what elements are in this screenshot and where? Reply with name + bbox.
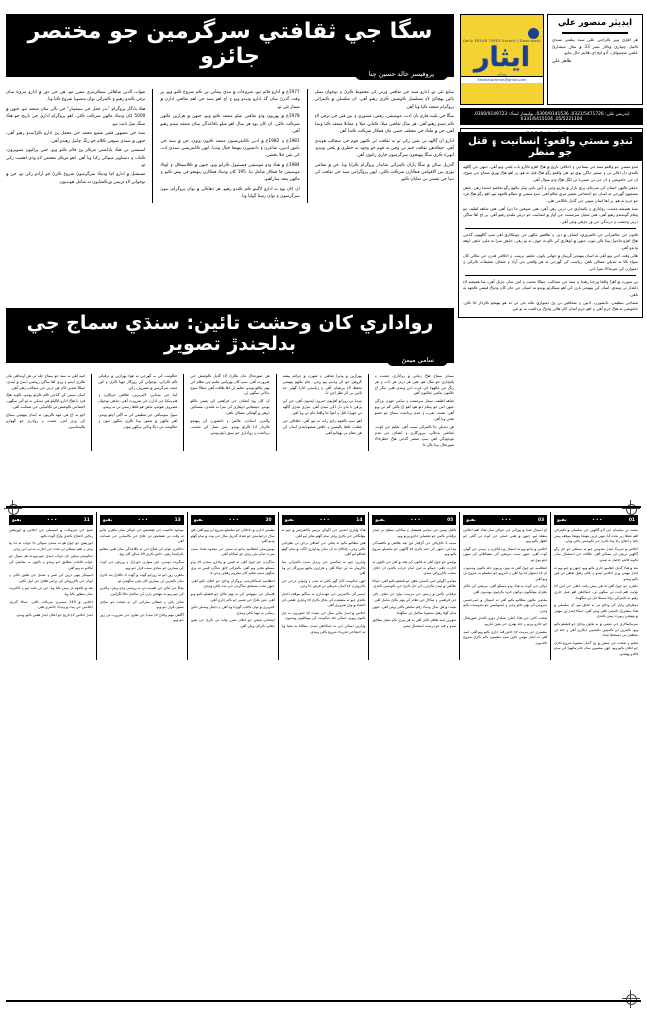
logo-top-line: Daily EESAR TIMES Karachi (Dawnload): [463, 38, 541, 43]
article-two: [6, 308, 454, 451]
paragraph: سنڌ جي مشهور فقير شفيع محمد جي محفل پڻ ادارو ڪرائيندو رهيو آهي، جنهن ۾ سنڌي صوفي ڪلام جو رنگ ڇانيل رهندو آهي.: [6, 131, 146, 144]
paragraph: شايع ٿئي ٿو. ادارو سنڌ جي ثقافتي ورثي کي محفوظ ڪرڻ ۽ نوجوان نسل تائين پهچائڻ لاءِ مسلسل ڪوشش ڪري رهيو آهي. ان سلسلي ۾ ڪيترائي پروگرام منعقد ڪيا ويا آهن.: [314, 90, 454, 110]
section-divider: [6, 506, 641, 508]
paragraph: چيمبر آف ڪامرس جي عهديدارن به ساڳيو موقف اختيار ڪندي چيو ته معيشت کي بحال ڪرڻ لاءِ واپاري طبقي کي اعتماد ۾ وٺڻ ضروري آهي.: [281, 591, 366, 608]
paragraph: شاگردن جو چوڻ آهي ته فيس ۾ واڌارو سندن لاءِ وڏو مسئلو بڻجي ويو آهي. ڪيترائي لائق شاگرد فيس نه ڀري سگهڻ سبب تعليم کان محروم رهجي وڃن ٿا.: [190, 560, 275, 576]
article-column: [98, 374, 177, 452]
registration-mark-bottom-right: [622, 990, 640, 1008]
paragraph: صبح جي شروعات ۾ اسيمبلي جي اجلاس ۾ اپوزيشن رڪنن احتجاج ڪندي واڪ آئوٽ ڪيو.: [8, 528, 93, 538]
paragraph: هڪ يادگار پروگرام ”بدر جمل جي سيمينار“ جي نالي سان منعقد ٿيو، جنهن ۾ 5000 کان وڌيڪ ماڻهن شرڪت ڪئي. اهو پروگرام اداري جي تاريخ جو هڪ سنگ ميل ثابت ٿيو.: [6, 107, 146, 127]
editorial-body: [459, 161, 642, 313]
paragraph: دوطرفي واپار کي وڌائڻ تي به اتفاق ٿيو. ان سلسلي ۾ هڪ مشترڪ ڪميٽي ٺاهي ويئي آهي، جيڪا ايندڙ ٽن مهينن ۾ پنهنجي رپورٽ پيش ڪندي.: [554, 603, 638, 619]
paragraph: ادارو ان ڳالهه تي يقين رکي ٿو ته ثقافت ئي ڪنهن قوم جي سڃاڻپ هوندي آهي. جيڪڏهن ثقافت ختم ٿي وڃي ته قوم جو وجود به خطري ۾ پئجي ويندو. انهيءَ ڪري سگا پنهنجون سرگرميون جاري رکيون آهن.: [314, 138, 454, 158]
paragraph: ان کان پوءِ به ادارو لاڳيتو ڪم ڪندو رهيو. هر ڏهاڪي ۾ نوان پروگرام، نيون سرگرميون ۽ نوان رستا ڳوليا ويا.: [160, 186, 300, 200]
paragraph: دوائن جي کوٽ به هڪ وڏو مسئلو آهي. مريضن کي اڪثر ٻاهران مهانگيون دوائون خريد ڪرڻيون پونديون آهن.: [463, 584, 548, 594]
jump-label: بقيو: [557, 517, 567, 523]
paragraph: انتظاميه جو چوڻ آهي ته نيون ڀرتيون جلد ڪيون وينديون. ان لاءِ اشتهار ڏنا ويا آهن ۽ انٽرويو جو سلسلو به شروع ٿي ويو آهي.: [463, 565, 548, 581]
bottom-column: [550, 512, 641, 660]
jump-label: بقيو: [102, 517, 113, 523]
paragraph: تعليم ۽ صحت جي شعبن ۾ پڻ گڏيل منصوبا شروع ڪرڻ جو اعلان ڪيو ويو. انهن منصوبن سان عام ماڻهوءَ کي سڌو فائدو پهچندو.: [554, 640, 638, 656]
article-column: [190, 374, 269, 452]
paragraph: حڪومتي بينچن تان جواب ڏيندي چيو ويو ته هر سوال جو جواب قاعدن مطابق ڏنو ويندو ۽ ڪنهن به معاملي کي لڪايو نه ويو آهي.: [8, 554, 93, 570]
paragraph: اسپيڪر ٻنهي ڌرين کي صبر ۽ تحمل جي تلقين ڪئي ۽ ايوان جي ڪارروائي کي پرامن هلائڻ جي اپيل ڪئي.: [8, 573, 93, 583]
logo-seal-icon: [528, 28, 539, 39]
paragraph: 1984ع ۾ هڪ وڏو موسيقي فيسٽيول ڪرايو ويو، جنهن ۾ ڪلاسيڪل ۽ لوڪ موسيقي جا فنڪار شامل ٿيا. 195 کان وڌيڪ فنڪارن پنهنجو فن پيش ڪيو ۽ ماڻهن بيحد ساراهيو.: [160, 162, 300, 183]
paragraph: مقامي ماڻهن مطالبو ڪيو آهي ته اسپتال ۾ ايمرجنسي سروس کي بهتر بڻايو وڃي ۽ ايمبولينس جو بندوبست ڪيو وڃي.: [463, 597, 548, 613]
logo-wordmark: ايثار: [473, 41, 531, 73]
article-column: [6, 374, 85, 452]
jump-line[interactable]: [554, 515, 638, 525]
editorial-divider: [465, 275, 636, 276]
paragraph: لائبريري ۾ نوان ڪتاب گهرايا ويا آهن ۽ ڊجيٽل وسيلن تائين رسائي به مهيا ڪئي ويندي.: [190, 605, 275, 615]
jump-dots: •••: [138, 517, 149, 523]
paragraph: صحت کاتي جي هڪ اعليٰ عملدار دورو ڪندي صورتحال جو جائزو ورتو ۽ جلد بهتري جي يقين ڏياريو.: [463, 616, 548, 626]
paragraph: يونيورسٽي انتظاميه ٻڌايو ته سيٽن جي محدود تعداد سبب ميرٽ تمام مٿي وڃڻ جو امڪان آهي.: [190, 546, 275, 557]
paragraph: محمد بن سليمان جي آڏو ڳالهين جي سلسلي ۾ ڪيترائي اهم نقطا زير بحث آيا. ٻنهي ڌرين پنهنجا پنهنجا موقف پيش ڪيا ۽ اتفاق راءِ پيدا ڪرڻ جي ڪوشش ڪئي ويئي.: [554, 528, 638, 544]
paragraph: ايندڙ اجلاس لاءِ تاريخ جو اعلان ايندڙ هفتي ڪيو ويندو.: [16, 612, 93, 617]
paragraph: ماهرن زور ڏنو ته روزانو گهٽ ۾ گهٽ اڌ ڪلاڪ پنڌ ڪرڻ سان ڪيترين ئي بيمارين کان بچي سگهجي ٿو.: [99, 573, 184, 583]
paragraph: اجلاس ۾ 149 ميمبرن شرڪت ڪئي، جيڪا گذريل اجلاسن جي ڀيٽ ۾ وڌيڪ حاضري هئي.: [8, 599, 93, 610]
paragraph: اميد آهي ته سنڌ جو سماج جلد ئي هن اونداهي مان نڪري ايندو ۽ وري اها ساڳي روشني ڏسڻ ۾ ايندي، جيڪا صدين کان هن ڌرتي جي سڃاڻپ رهي آهي.: [5, 373, 86, 390]
paragraph: بعد ۾ ڪجهه بل پيش ڪيا ويا، جن تي بحث ٿيو ۽ اڪثريت سان منظور ڪيا ويا.: [8, 586, 93, 596]
paragraph: هن صورتحال مان نڪرڻ لاءِ گڏيل ڪوشش جي ضرورت آهي. سڀ کان پهريائين تعليم جي نظام کي بهتر بڻائڻو پوندو. تعليم ئي اها طاقت آهي جيڪا سوچ بدلائي سگهي ٿي.: [190, 373, 270, 396]
paragraph: هن تبديلي جا ڪيترائي سبب آهن. تعليم جي کوٽ، معاشي بدحالي، بيروزگاري ۽ انصاف جي عدم موجودگي اهي سڀ عنصر گڏجي هڪ خطرناڪ صورتحال پيدا ڪن ٿا.: [374, 425, 454, 448]
column-divider: [183, 374, 184, 452]
editorial-paragraph: ٽنڊو مستي جو واقعو سنڌ جي سماجي ۽ اخلاقي تاريخ ۾ هڪ اهڙو ڪارو باب بڻجي ويو آهي، جنهن جي ڳالهه ڪندي دل ڏڪي ٿي ۽ ضمير جاڳي پوي ٿو. هي واقعو رڳو هڪ قتل نه هو، پر اهو هڪ پوري سماج جي سوچ، ان جي خاموشي ۽ ان جي بي حسيءَ تي لڳل هڪ وڏو سوال آهي.: [463, 164, 638, 182]
paragraph: مقامي اڳواڻن امن ڪميٽي ٺاهڻ جو فيصلو ڪيو آهي، جيڪا علائقي ۾ ٿيندڙ تڪرارن کي حل ڪرڻ جي ڪوشش ڪندي.: [372, 578, 457, 589]
paragraph: اسٽيشن تي هڪ ياداشتي مرڪز پڻ قائم ڪيو ويو، جتي پراڻيون تصويرون، ڪتاب ۽ دستاويز سنڀالي رکيا ويا آهن. اهو مرڪز محققن لاءِ وڏي اهميت رکي ٿو.: [6, 148, 146, 168]
jump-label: بقيو: [11, 517, 22, 523]
paragraph: سول سوسائٽي جي تنظيمن کي به اڳتي اچڻو پوندو. اهي ماڻهن ۾ شعور پيدا ڪري سگهن ٿيون ۽ حڪومت تي دٻاءُ وڌائي سگهن ٿيون.: [98, 413, 178, 430]
jump-line[interactable]: [9, 515, 93, 525]
bottom-column: [459, 512, 550, 660]
column-divider: [307, 89, 308, 203]
paragraph: سرمائيڪاري جي شعبي ۾ به تعاون وڌائڻ جو فيصلو ڪيو ويو. ڪيترين ئي ڪمپنين دلچسپي ڏيکاري آهي ۽ جلد ئي معاهدن تي دستخط ٿيندا.: [554, 621, 638, 638]
paragraph: سگا جي پليٽ فارم تان ادب، موسيقي، رقص، مصوري ۽ ٻين فنن جي ترقي لاءِ ڪم ٿيندو رهيو آهي. هر سال ثقافتي ميلا، ڪتابي ميلا ۽ مقابلا منعقد ڪيا ويندا آهن، جن ۾ ملڪ جي مختلف حصن مان فنڪار شرڪت ڪندا آهن.: [314, 114, 454, 134]
editor-box: [547, 14, 643, 105]
editorial-paragraph: سماجي تنظيمن، دانشورن، اديبن ۽ صحافين تي پڻ ذميواري عائد ٿئي ٿي ته هو پنهنجو ڪردار ادا ڪن. خاموشي به هڪ جرم آهي ۽ اهو جرم اسان کان هاڻي وڌيڪ برداشت نه ٿو ٿئي.: [463, 299, 638, 312]
paragraph: بجيٽ ۾ هن سال وڌيڪ رقم مختص ڪئي ويئي آهي، جنهن سان گهڻا رهيل منصوبا مڪمل ٿي سگهندا.: [372, 605, 457, 615]
jump-number: 14: [356, 517, 363, 523]
paragraph: ترقياتي ڪمن ۾ رستن جي مرمت، پيئڻ جي صاف پاڻي جي فراهمي ۽ نيڪال جي نظام کي بهتر بڻائڻ شامل آهي.: [372, 591, 457, 602]
paragraph: صاف پاڻي ۽ صفائي سٿرائي کي به صحت جو بنيادي ستون قرار ڏنو ويو.: [99, 599, 184, 610]
contact-bar: ايڊريس علي: 0321/5471726، 0300/9141536، ٻوليشار لينڪ: 0300/9149723، 05/5221104، 0331/6415104: [460, 108, 643, 125]
jump-label: بقيو: [375, 517, 385, 523]
jump-number: 03: [538, 517, 545, 523]
paragraph: هنن مطالبو ڪيو ته بجلي جي اضافي نرخن تي نظرثاني ڪئي وڃي، ڇاڪاڻ ته ان سان پيداواري لاڳت ۾ تمام گهڻو اضافو ٿيو آهي.: [281, 541, 366, 557]
paragraph: کيڏ جي ميدانن، لائبريرين، ثقافتي مرڪزن ۽ هنرسکيا جي ادارن جي ضرورت آهي. جڏهن نوجوان مصروف هوندو، تڏهن هو غلط رستي تي نه ويندو.: [98, 393, 178, 410]
jump-line[interactable]: [372, 515, 456, 525]
editorial-paragraph: جڏهن ڪنهن انسان کي سرعام، ڀري بازار ۾ ماريو وڃي ۽ آس پاس بيٺل ماڻهو رڳو تماشو ڏسندا رهن، تڏهن سمجهڻ گهرجي ته اسان جو اجتماعي ضمير مري چڪو آهي. ٽنڊو مستي ۾ جيڪو ڪجهه ٿيو، اهو رڳو هڪ فرد جو جرم نه هو، پر اها اسان سڀني جي گڏيل ناڪامي هئي.: [463, 184, 638, 203]
jump-dots: •••: [319, 517, 331, 523]
bottom-column: [187, 512, 278, 660]
paragraph: سگريٽ نوشي، غير متوازن خوراڪ ۽ ورزش جي کوٽ کي بيمارين جو بنيادي سبب قرار ڏنو ويو.: [99, 560, 184, 570]
editor-signature: ظاهر علي: [552, 58, 572, 64]
article-column: [6, 89, 145, 203]
paragraph: هاسٽل جي سهولتن کي به بهتر بڻائڻ جو فيصلو ڪيو ويو آهي. نئين بلاڪ جي تعمير جو ڪم جاري آهي.: [190, 591, 275, 602]
paragraph: تعليمي ادارن ۾ داخلائن جو سلسلو شروع ٿي ويو آهي. هن سال درخواستن جو تعداد گذريل سال جي ڀيٽ ۾ تمام گهڻو وڌيو آهي.: [190, 528, 275, 544]
paragraph: 1977ع ۾ ادارو قائم ٿيو. شروعات ۾ ننڍي پيماني تي ڪم شروع ڪيو ويو، پر وقت گذرڻ سان گڏ ادارو وڌندو ويو ۽ اڄ اهو سنڌ جي اهم ثقافتي ادارن ۾ شمار ٿئي ٿو.: [160, 90, 300, 110]
paragraph: حڪومت کي به گهرجي ته هوءَ ٻهراڙين ۾ ترقياتي ڪم ڪرائي، نوجوانن کي روزگار مهيا ڪري ۽ کين مثبت سرگرمين ۾ مصروف رکي.: [98, 373, 178, 390]
paragraph: ان کان پوءِ انصاف جي فراهمي کي يقيني بڻائڻو پوندو. جيستائين ڏوهاري کي سزا نه ملندي، تيستائين ڏوهن ۾ گهٽتائي ممڪن ناهي.: [190, 399, 270, 416]
jump-dots: •••: [410, 517, 422, 523]
paragraph: مشينري جي مرمت لاءِ خاص فنڊ جاري ڪيو ويو آهي. اميد آهي ته ايندڙ مهيني تائين سڀ مشينون ڪم ڪرڻ شروع ڪنديون.: [463, 629, 548, 645]
article-one-columns: [6, 89, 454, 203]
paragraph: انهن حڪومت کان گهر ڪئي ته ننڍن ۽ وچولي درجي جي ڪاروبارن لاءِ آسان شرطن تي قرض ڏنا وڃن.: [281, 578, 366, 589]
paragraph: اچو ته اڄ هي عهد ڪريون ته اسان پنهنجي سماج کي وري امن، محبت ۽ روادري جو گهوارو بڻائينداسين.: [5, 413, 86, 430]
paragraph: ماهرن جو چوڻ آهي ته هي پيش رفت خطي جي امن لاءِ نهايت اهم ثابت ٿي سگهي ٿي. جيڪڏهن اهو عمل جاري رهيو ته ڪيترائي پراڻا مسئلا حل ٿي سگهندا.: [554, 584, 638, 600]
bottom-column: [96, 512, 187, 660]
paragraph: اجلاس ۾ ايندڙ مالي سال جي بجيٽ لاءِ تجويزون به تيار ڪيون ويون، جيڪي جلد حڪومت کي موڪليون وينديون.: [281, 610, 366, 621]
paragraph: واپارين چيو ته ٽيڪسن جي ڀرمار سبب ڪيترائي ننڍا ڪاروبار بند ٿي چڪا آهن ۽ هزارين ماڻهو بيروزگار ٿي ويا آهن.: [281, 560, 366, 576]
paragraph: اهو سڀ ڪجهه راتو رات نه ٿيو آهي. ڏهاڪن جي غفلت، غلط پاليسين ۽ ناقص منصوبابندي اسان کي هن مقام تي پهچايو آهي.: [282, 419, 362, 436]
paragraph: بعد ۾ هڪ گڏيل اعلاميو جاري ڪيو ويو، جنهن ۾ چيو ويو ته ايندڙ مهيني وري اجلاس ٿيندو ۽ باقي رهيل نقطن تي غور ڪيو ويندو.: [554, 565, 638, 581]
paragraph: بچاءُ جي ٽڪن جي اهميت تي به روشني وڌي ويئي. والدين کي چيو ويو ته پنهنجن ٻارن کي مڪمل ٽڪا لڳرائين.: [99, 586, 184, 596]
article-one-byline: پروفيسر خالد حسين چنا: [355, 68, 448, 80]
paragraph: آگاهي مهم وڌائڻ لاءِ ميڊيا جي تعاون جي ضرورت تي زور ڏنو ويو.: [99, 612, 184, 623]
editorial-column: [458, 132, 643, 318]
paragraph: موجود خاصيت جي تشخيص جي حوالي سان ماهرن ٻڌايو ته وقت تي تشخيص ئي علاج جي ڪاميابي جي ضمانت آهي.: [99, 528, 184, 544]
article-two-headline: رواداري کان وحشت تائين: سنڌي سماج جي بدلجندڙ تصوير: [6, 308, 454, 363]
editorial-paragraph: قانون جي حڪمراني جي ڪمزوري، انصاف ۾ دير، ۽ طاقتور ماڻهن جي ڇوٽڪاري اهي سڀ ڳالهيون گڏجي هڪ اهڙو ماحول پيدا ڪن ٿيون، جنهن ۾ ڏوهاري کي ڪو به خوف نه ٿو رهي. جڏهن سزا نه ملي، تڏهن ڏوهه وڌندو آهي.: [463, 231, 638, 250]
jump-dots: •••: [592, 517, 604, 523]
logo-subtitle: روزاني: [497, 71, 507, 76]
editor-divider: [562, 32, 628, 34]
paragraph: شهاب الدين شاهاڻي سيڪريٽري مقرر ٿيو. هن جي دور ۾ ادارو تيزيءَ سان ترقي ڪندو رهيو ۽ ڪيترائي نوان منصوبا شروع ڪيا ويا.: [6, 90, 146, 103]
bottom-column: [278, 512, 369, 660]
article-column: [315, 89, 454, 203]
paragraph: انتظاميه اسڪالرشپ پروگرام وڌائڻ جو اعلان ڪيو آهي، جنهن تحت مستحق شاگردن جي مدد ڪئي ويندي.: [190, 578, 275, 589]
editorial-headline: ٽنڊو مستي واقعو: انسانيت ۽ قتل جو منظر: [459, 133, 642, 161]
editorial-divider: [465, 228, 636, 229]
editorial-paragraph: سنڌ هميشه محبت، رواداري ۽ ڀائيچاري جي ڌرتي رهي آهي. هتي صوفين جا ديرا آهن، هتي شاهه لطيف جو پيغام گونجندو رهيو آهي، هتي سچل سرمست جي آواز ۾ انسانيت جو درس ملندو رهيو آهي. پر اڄ اها ساڳي ڌرتي وحشت ۽ درندگي جي ور چڙهي ويئي آهي.: [463, 205, 638, 224]
article-one: [6, 14, 454, 203]
jump-line[interactable]: [100, 515, 184, 525]
paragraph: سبب 1 ڪارڪن جي گرفتار ٿيڻ بعد علائقي ۾ ڪشيدگي پيدا ٿي، جنهن کي ختم ڪرڻ لاءِ ڳالهين جو سلسلو شروع ڪيو ويو.: [372, 541, 457, 557]
paragraph: اسان سڀني کي گڏجي ڪم ڪرڻو پوندو. ڪوبه هڪ فرد يا هڪ ادارو اڪيلو هي تبديلي نه ٿو آڻي سگهي. اجتماعي ڪوشش ئي ڪاميابي جي ضمانت آهي.: [5, 393, 86, 410]
logo-email[interactable]: Emailesartimes@gmail.com: [461, 76, 543, 83]
editorial-paragraph: ٻي صورت ۾ اهڙا واقعا ورجبا رهندا ۽ سنڌ جي سڃاڻپ، جيڪا محبت ۽ امن سان جڙيل آهي، سا هميشه لاءِ داغدار ٿي ويندي. اسان کي پنهنجي ٻارن کي اهو سيکارڻو پوندو ته انسان جي جان کان وڌيڪ قيمتي ڪجهه به ناهي.: [463, 278, 638, 297]
article-column: [160, 89, 299, 203]
masthead: [460, 14, 643, 141]
paragraph: والدين، استادن، عالمن ۽ دانشورن کي پنهنجو ڪردار ادا ڪرڻو پوندو. نئين نسل کي محبت، برداشت ۽ رواداري جو سبق ڏيڻو پوندو.: [190, 419, 270, 436]
column-divider: [152, 89, 153, 203]
paragraph: اجلاس ۾ شريڪ ٿيندڙ مندوبين چيو ته مسئلي جو حل رڳو ڳالهين ذريعي ئي ممڪن آهي. طاقت جي استعمال سان ڪوبه فائدو حاصل نه ٿيندو.: [554, 546, 638, 563]
jump-line[interactable]: [282, 515, 366, 525]
article-one-headline: سگا جي ثقافتي سرگرمين جو مختصر جائزو: [6, 14, 454, 77]
paragraph: مستقبل ۾ ادارو اڃا وڌيڪ سرگرميون شروع ڪرڻ جو ارادو رکي ٿو، جن ۾ نوجوانن لاءِ تربيتي ورڪشاپون به شامل هونديون.: [6, 172, 146, 185]
jump-line[interactable]: [191, 515, 275, 525]
jump-label: بقيو: [284, 517, 294, 523]
article-two-byline: سامي ميمڻ: [387, 354, 448, 366]
paragraph: امتحاني نتيجن جو اعلان مقرر وقت تي ڪرڻ جي يقين دهاني ڪرائي ويئي آهي.: [190, 618, 275, 628]
column-divider: [91, 374, 92, 452]
paragraph: سنڌي سماج هڪ زماني ۾ رواداري، محبت ۽ ڀائيچاري جو مثال هو. هتي هر ڌرم، هر ذات ۽ هر رنگ جي ماڻهوءَ کي عزت ڏني ويندي هئي. مگر اڄ حالتون بدلجي چڪيون آهن.: [374, 373, 454, 396]
jump-number: 11: [83, 517, 90, 523]
editor-title: ايڊيٽر منصور علي: [557, 18, 633, 28]
paragraph: اڄ اسپتال صدا ۾ پورائي جي حوالي سان هڪ اهم اجلاس منعقد ٿيو، جنهن ۾ طبي عملي جي کوٽ تي ڳڻتي جو اظهار ڪيو ويو.: [463, 528, 548, 544]
jump-dots: •••: [501, 517, 513, 523]
jump-dots: •••: [47, 517, 58, 523]
paragraph: ميڊيا تي روزانو اهڙيون خبرون اينديون آهن، جن کي پڙهي يا ٻڌي دل ڏکي ٿيندي آهي. ننڍڙي ننڍڙي ڳالهه تي جهيڙا، قتل ۽ اغوا جا واقعا عام ٿي ويا آهن.: [282, 399, 362, 416]
jump-dots: •••: [228, 517, 240, 523]
paragraph: ڪليل نومن جي سامي هٽيشنل ۽ مڪاني سطح تي ٿيندڙ ترقياتي ڪمن جو تفصيلي جائزو ورتو ويو.: [372, 528, 457, 538]
paragraph: واپارين ڌمڪي ڏني ته جيڪڏهن سندن مطالبا نه مڃيا ويا ته احتجاجي تحريڪ شروع ڪئي ويندي.: [281, 623, 366, 634]
jump-number: 13: [174, 517, 181, 523]
paragraph: اپوزيشن جو چوڻ هو ته سندن سوالن جا جواب نه ڏنا پيا وڃن ۽ اهم مسئلن تي بحث جي اجازت نه ٿي ڏني وڃي.: [8, 541, 93, 551]
jump-number: 05: [447, 517, 454, 523]
paragraph: 1981ع ۽ 1982ع ۾ ادبي ڪانفرنسون منعقد ڪيون ويون، جن ۾ سنڌ جي نامور اديبن، شاعرن ۽ دانشورن پنهنجا خيال ونڊيا. انهن ڪانفرنسن سنڌي ادب کي نئين جلا بخشي.: [160, 138, 300, 158]
article-column: [375, 374, 454, 452]
paragraph: اجلاس ۾ ٻڌايو ويو ته اسپتال ۾ ڊاڪٽرن ۽ نرسن جي گهڻي کوٽ آهي، جنهن سبب مريضن کي مشڪلاتن کي منهن ڏيڻو پوي ٿو.: [463, 546, 548, 563]
paragraph: ٻهراڙين ۾ وڏيرا شاهي ۽ شهرن ۾ جرائم پيشه گروهن جو اثر وڌندو پيو وڃي. عام ماڻهو پنهنجي تحفظ لاءِ پريشان آهي ۽ رياستي ادارا گهڻي حد تائين بي اثر نظر اچن ٿا.: [282, 373, 362, 396]
column-divider: [276, 374, 277, 452]
paragraph: ڊاڪٽرن عوام کي صلاح ڏني ته باقاعدگي سان طبي معائنو ڪرائيندا رهن، خاص ڪري 40 سالن کان پوءِ.: [99, 546, 184, 557]
paragraph: گذريل سالن ۾ سگا پاران ڪيترائي شاندار پروگرام ڪرايا ويا، جن ۾ مقامي توڙي بين الاقوامي فنڪارن شرڪت ڪئي. انهن پروگرامن سنڌ جي ثقافت کي دنيا جي نقشي تي نمايان ڪيو.: [314, 162, 454, 183]
jump-line[interactable]: [463, 515, 547, 525]
jump-number: 20: [265, 517, 272, 523]
paragraph: شهرين اميد ظاهر ڪئي آهي ته هن ڀيري ڪم معيار مطابق ٿيندو ۽ فنڊ جو درست استعمال ٿيندو.: [372, 618, 457, 628]
article-column: [283, 374, 362, 452]
paragraph: شاهه لطيف، سچل سرمست ۽ سامي جهڙن بزرگن جنهن امن جو پيغام ڏنو هو، اهو اڄ ڪٿي گم ٿي ويو آهي. تشدد، نفرت ۽ عدم برداشت سماج جو حصو بڻجي ويا آهن.: [374, 399, 454, 422]
paper-logo[interactable]: [460, 14, 544, 105]
jump-label: بقيو: [466, 517, 476, 523]
paragraph: پوليس جو چوڻ آهي ته قانون کي هٿ ۾ کڻڻ جي ڪنهن به اجازت ناهي. جيڪو به امن امان خراب ڪندو، ان خلاف سخت ڪارروائي ٿيندي.: [372, 560, 457, 576]
paragraph: 1978ع ۾ پهريون وڏو ثقافتي ميلو منعقد ڪيو ويو، جنهن ۾ هزارين ماڻهن شرڪت ڪئي. ان کان پوءِ هر سال اهو ميلو باقاعدگي سان منعقد ٿيندو رهيو آهي.: [160, 114, 300, 134]
bottom-columns: [6, 512, 641, 660]
jump-number: 01: [628, 517, 635, 523]
editorial-paragraph: هاڻي وقت اچي ويو آهي ته اسان پنهنجي گريبان ۾ جهاتي پايون. تعليم، تربيت، ۽ اخلاقي قدرن جي بحالي کان سواءِ ڪا به تبديلي ممڪن ناهي. رياست کي گهرجي ته هن واقعي جي آزاد ۽ شفاف تحقيقات ڪرائي ۽ ذميوارن کي عبرتناڪ سزا ڏئي.: [463, 252, 638, 271]
jump-label: بقيو: [193, 517, 204, 523]
bottom-column: [368, 512, 459, 660]
column-divider: [368, 374, 369, 452]
page-bottom-rule: [6, 1000, 641, 1002]
paragraph: هڪ واپاري انجمن جي اڳواڻن پريس ڪانفرنس ۾ چيو ته مهانگائي جي ڪري واپار تمام گهڻو متاثر ٿيو آهي.: [281, 528, 366, 538]
bottom-column: [6, 512, 96, 660]
editor-note: هر اهڙي پيپر ڪراچي علي سنڌ پبلشر سنڌي ڪنيل چيپاري وڪار نمبر 33 ۾ سال ميشارئ علمي شعبتواف، آڏو ايج اي هلايم حال بنايو.: [552, 37, 638, 55]
article-two-columns: [6, 374, 454, 452]
